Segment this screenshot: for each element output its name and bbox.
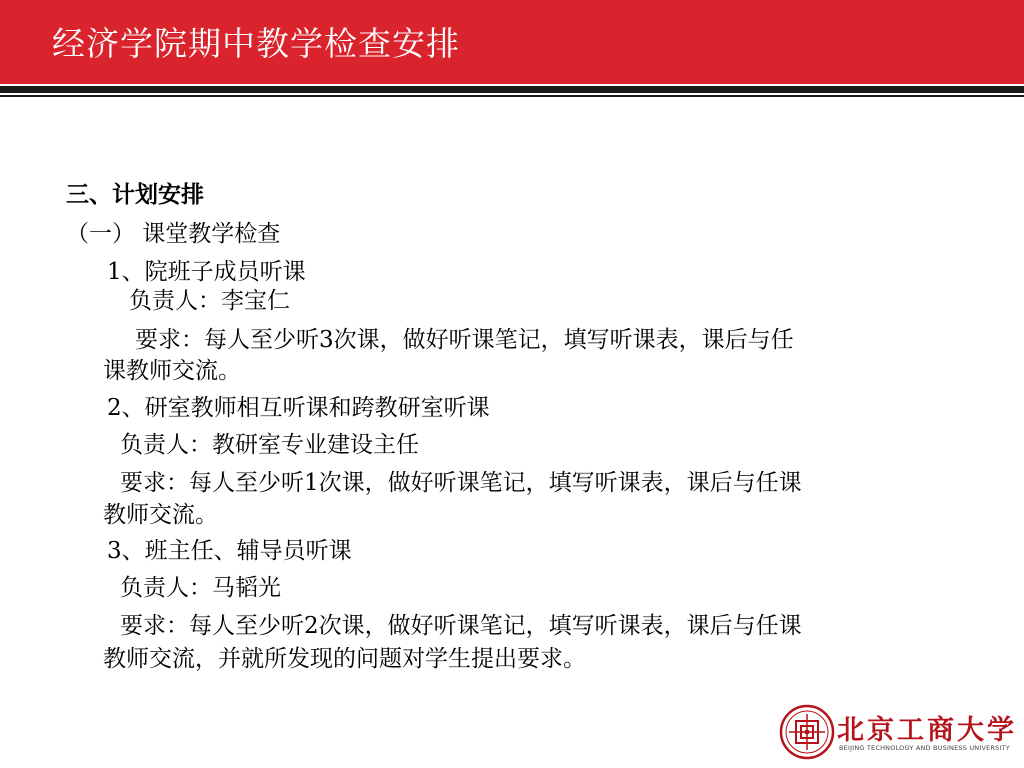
university-logo (779, 704, 1017, 764)
university-name-english: BEIJING TECHNOLOGY AND BUSINESS UNIVERSITY (839, 744, 1010, 752)
item3-requirement-line2: 教师交流，并就所发现的问题对学生提出要求。 (103, 646, 586, 672)
item2-requirement-line1: 要求：每人至少听1次课，做好听课笔记，填写听课表，课后与任课 (120, 470, 802, 496)
university-emblem-icon (779, 704, 835, 760)
item3-owner: 负责人：马韬光 (120, 575, 281, 601)
item2-owner: 负责人：教研室专业建设主任 (120, 432, 419, 458)
item1-requirement-line2: 课教师交流。 (103, 358, 241, 384)
section-heading: 三、计划安排 (66, 182, 204, 208)
slide-title: 经济学院期中教学检查安排 (52, 24, 460, 63)
item2-requirement-line2: 教师交流。 (103, 502, 218, 528)
item1-owner: 负责人：李宝仁 (129, 288, 290, 314)
university-name: 北京工商大学 (837, 715, 1017, 746)
subsection-heading: （一） 课堂教学检查 (66, 221, 281, 247)
item3-requirement-line1: 要求：每人至少听2次课，做好听课笔记，填写听课表，课后与任课 (120, 613, 802, 639)
item2-title: 2、研室教师相互听课和跨教研室听课 (107, 395, 490, 421)
item3-title: 3、班主任、辅导员听课 (107, 538, 352, 564)
item1-title: 1、院班子成员听课 (107, 259, 306, 285)
item1-requirement-line1: 要求：每人至少听3次课，做好听课笔记，填写听课表，课后与任 (135, 327, 794, 353)
